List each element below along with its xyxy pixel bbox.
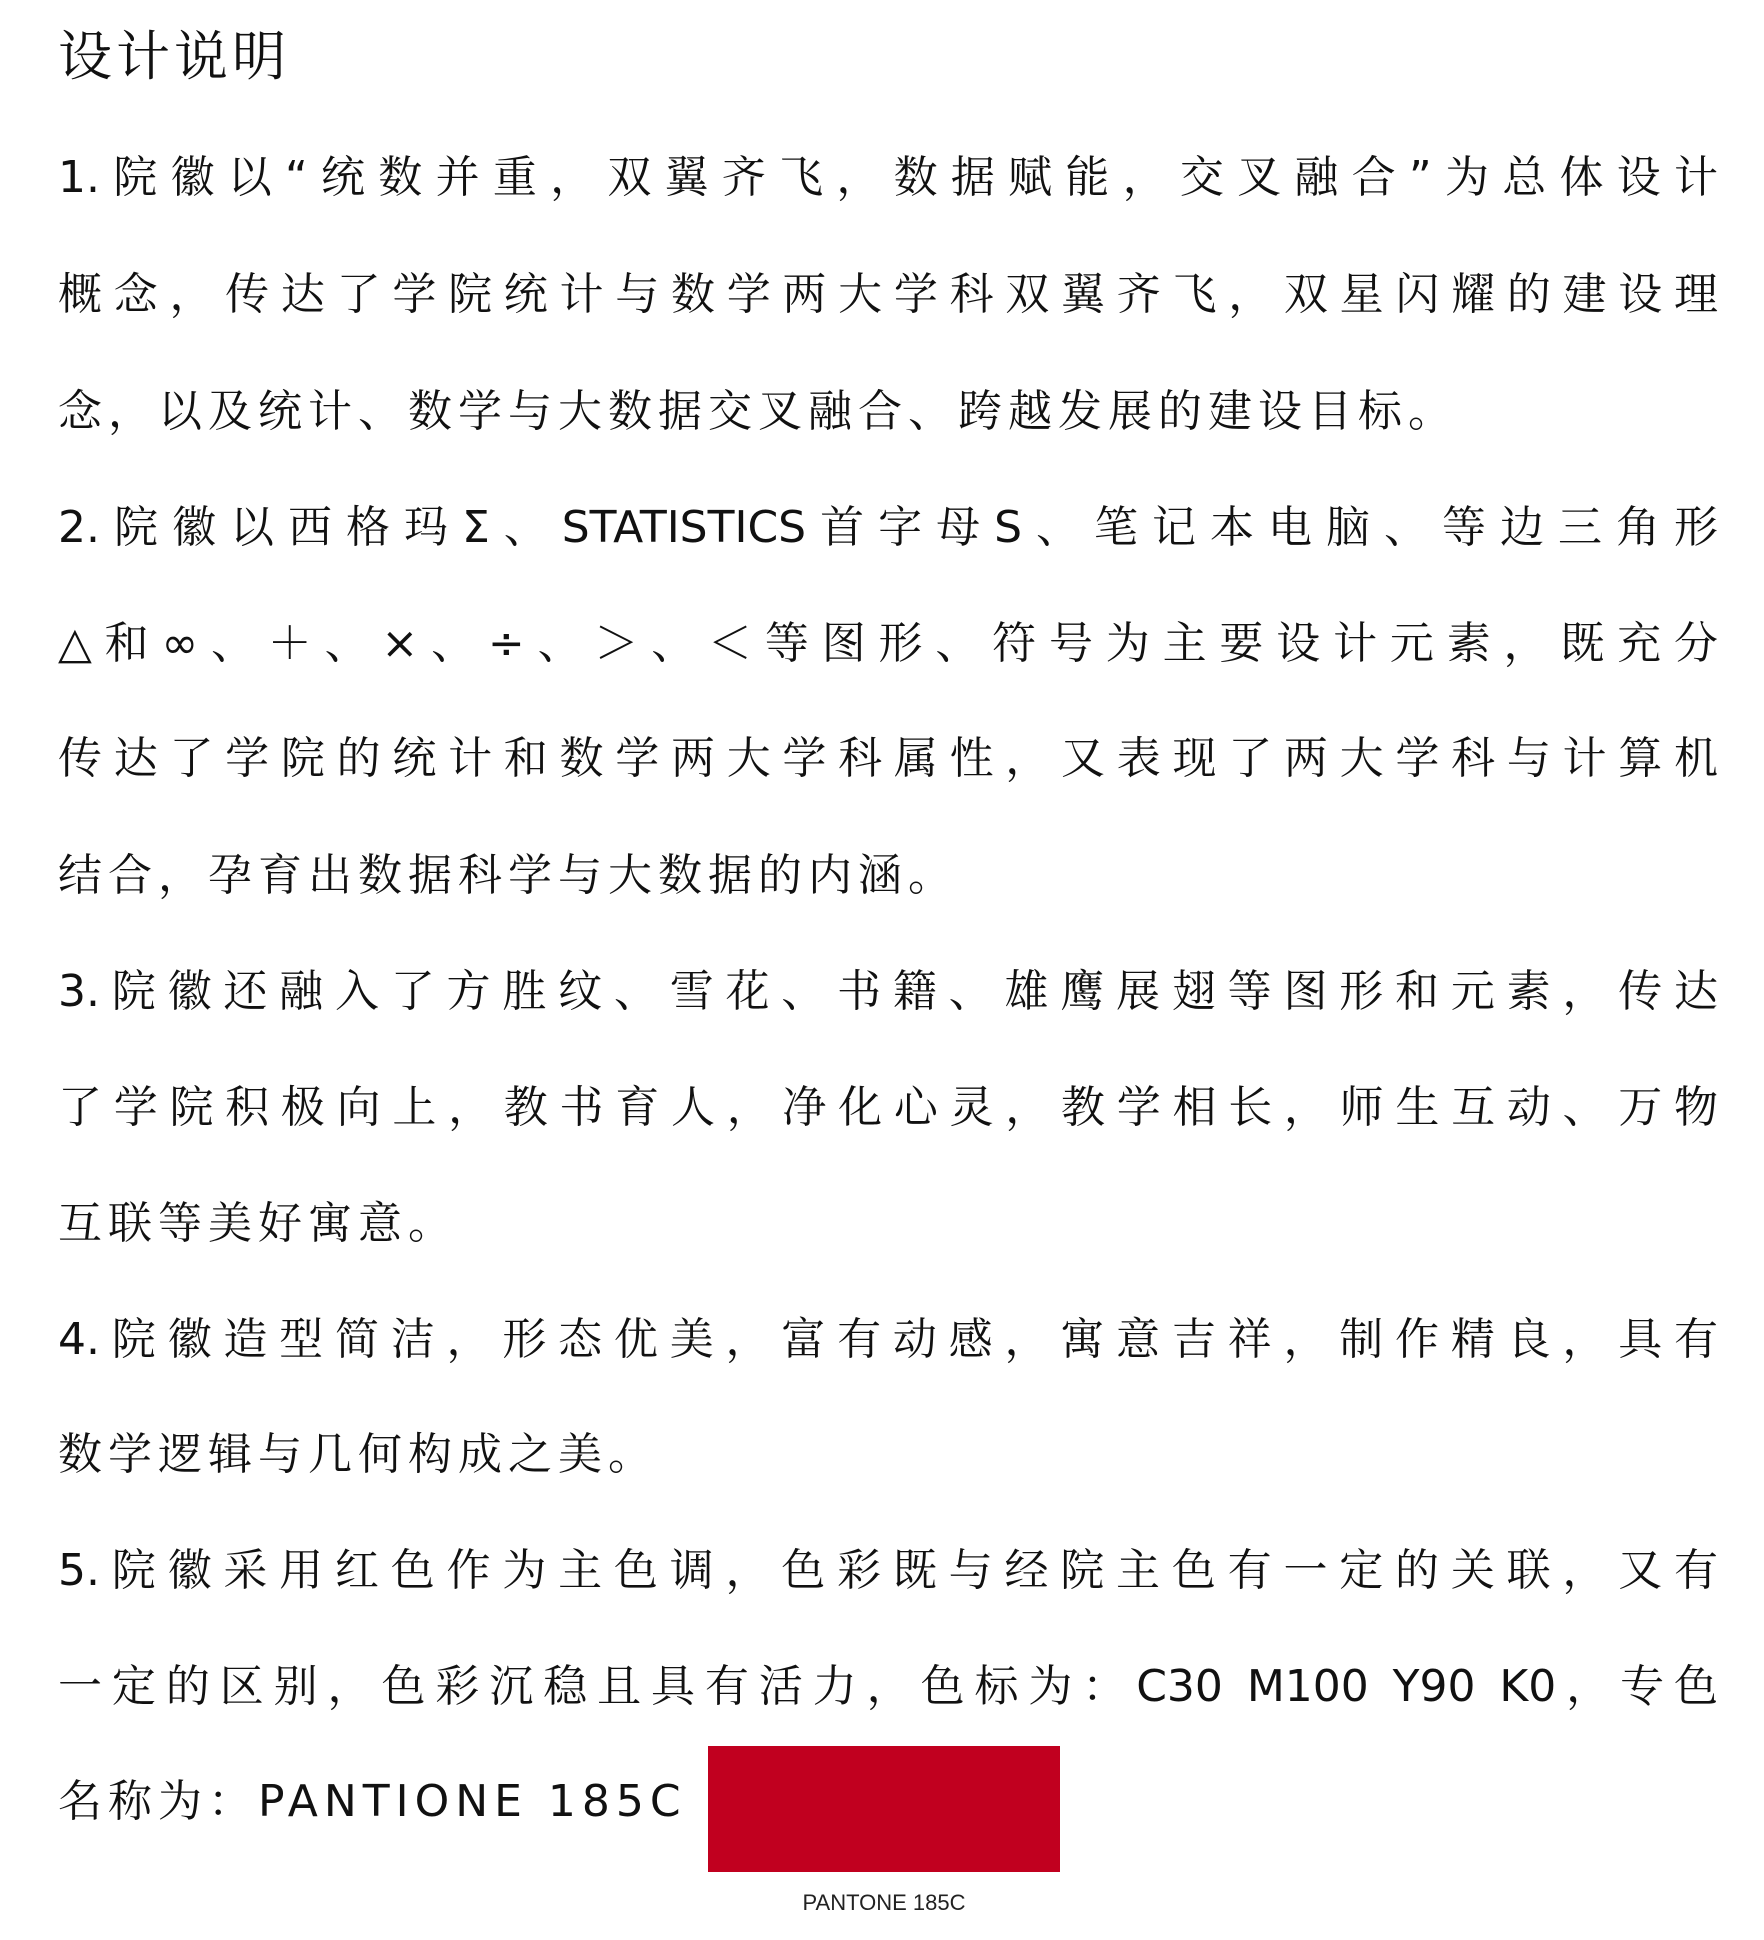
- pantone-color-swatch: [708, 1746, 1060, 1872]
- paragraph-2-line-3: 传达了学院的统计和数学两大学科属性，又表现了两大学科与计算机: [58, 733, 1718, 784]
- paragraph-3-line-2: 了学院积极向上，教书育人，净化心灵，教学相长，师生互动、万物: [58, 1082, 1718, 1133]
- paragraph-1-line-3: 念，以及统计、数学与大数据交叉融合、跨越发展的建设目标。: [58, 386, 1458, 437]
- paragraph-5-line-1: 5.院徽采用红色作为主色调，色彩既与经院主色有一定的关联，又有: [58, 1545, 1718, 1596]
- paragraph-3-line-1: 3.院徽还融入了方胜纹、雪花、书籍、雄鹰展翅等图形和元素，传达: [58, 966, 1718, 1017]
- paragraph-1-line-2: 概念，传达了学院统计与数学两大学科双翼齐飞，双星闪耀的建设理: [58, 269, 1718, 320]
- paragraph-2-line-2: △和∞、＋、×、÷、＞、＜等图形、符号为主要设计元素，既充分: [58, 618, 1718, 669]
- paragraph-4-line-2: 数学逻辑与几何构成之美。: [58, 1429, 658, 1480]
- paragraph-5-line-3: 名称为：PANTIONE 185C: [58, 1776, 687, 1827]
- paragraph-3-line-3: 互联等美好寓意。: [58, 1198, 458, 1249]
- paragraph-2-line-4: 结合，孕育出数据科学与大数据的内涵。: [58, 850, 958, 901]
- paragraph-5-line-2: 一定的区别，色彩沉稳且具有活力，色标为：C30 M100 Y90 K0，专色: [58, 1661, 1718, 1712]
- paragraph-1-line-1: 1.院徽以“统数并重，双翼齐飞，数据赋能，交叉融合”为总体设计: [58, 152, 1718, 203]
- pantone-swatch-label: PANTONE 185C: [802, 1890, 966, 1915]
- paragraph-2-line-1: 2.院徽以西格玛Σ、STATISTICS首字母S、笔记本电脑、等边三角形: [58, 502, 1718, 553]
- page-title: 设计说明: [58, 25, 290, 88]
- paragraph-4-line-1: 4.院徽造型简洁，形态优美，富有动感，寓意吉祥，制作精良，具有: [58, 1314, 1718, 1365]
